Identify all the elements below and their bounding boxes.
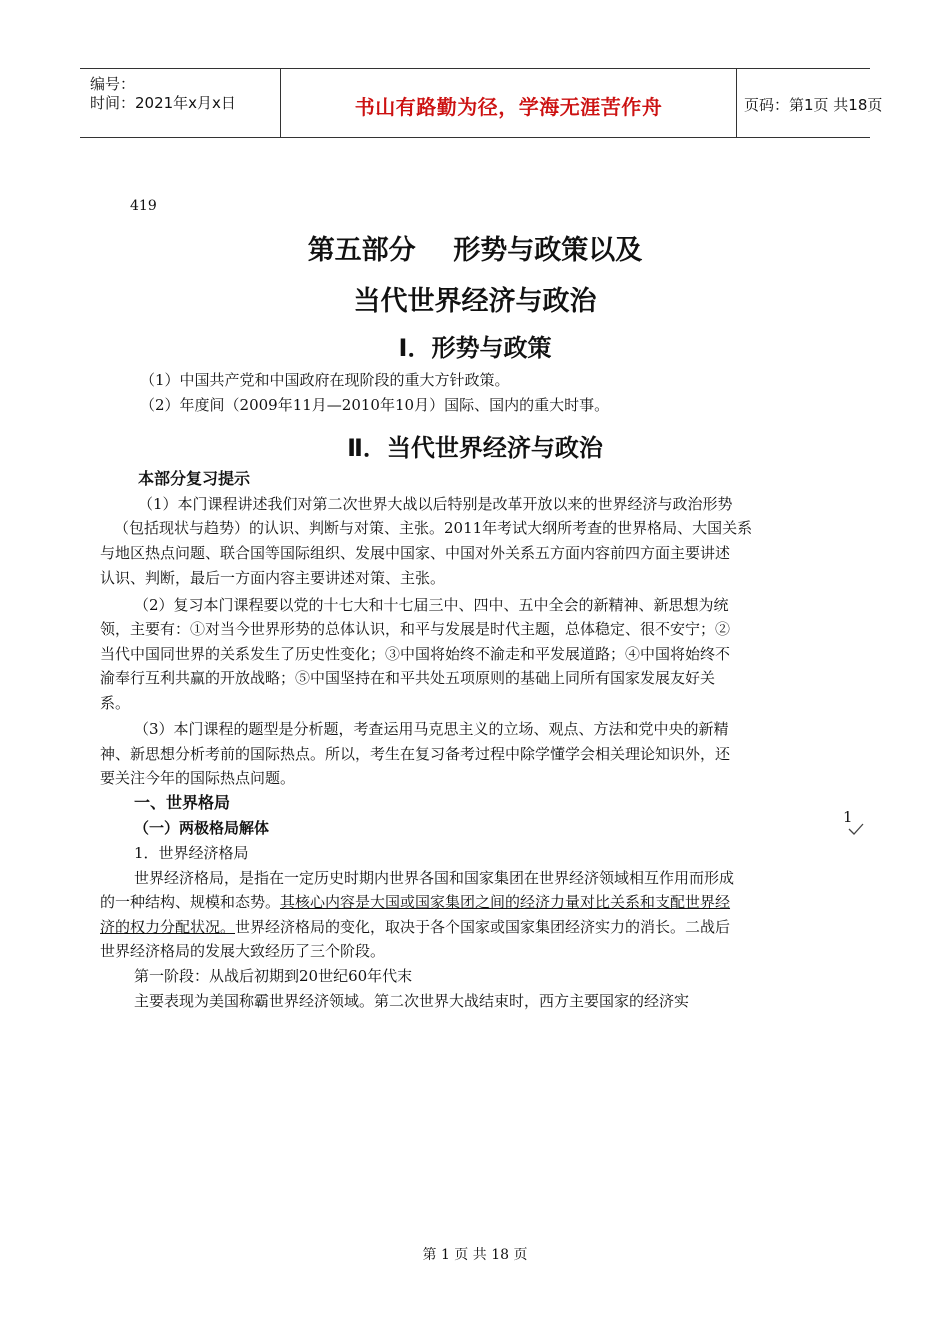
stage-description: 主要表现为美国称霸世界经济领域。第二次世界大战结束时，西方主要国家的经济实 — [134, 992, 690, 1010]
time-label: 时间：2021年x月x日 — [90, 94, 236, 112]
review-p2-line: 领，主要有：①对当今世界形势的总体认识，和平与发展是时代主题，总体稳定、很不安宁；② — [100, 620, 731, 638]
header-motto-cell — [280, 69, 737, 137]
review-p3-line: （3）本门课程的题型是分析题，考查运用马克思主义的立场、观点、方法和党中央的新精 — [134, 720, 729, 738]
section1-item: （1）中国共产党和中国政府在现阶段的重大方针政策。 — [140, 371, 510, 389]
header-meta-cell — [80, 69, 280, 137]
definition-text: 世界经济格局的变化，取决于各个国家或国家集团经济实力的消长。二战后 — [235, 918, 731, 936]
review-heading: 本部分复习提示 — [138, 469, 251, 488]
review-p2-line: 系。 — [100, 694, 131, 712]
definition-line — [100, 917, 730, 937]
world-pattern-subheading: （一）两极格局解体 — [134, 819, 270, 837]
review-p1-line: 与地区热点问题、联合国等国际组织、发展中国家、中国对外关系五方面内容前四方面主要讲述 — [100, 544, 731, 562]
section-title-2: Ⅱ．当代世界经济与政治 — [347, 434, 603, 462]
review-p1-line: （1）本门课程讲述我们对第二次世界大战以后特别是改革开放以来的世界经济与政治形势 — [138, 495, 733, 513]
header-page-cell — [736, 69, 883, 137]
margin-note: 1 — [843, 808, 853, 826]
world-pattern-item: 1．世界经济格局 — [134, 844, 249, 862]
stage-heading: 第一阶段：从战后初期到20世纪60年代末 — [134, 967, 413, 985]
definition-line: 世界经济格局的发展大致经历了三个阶段。 — [100, 942, 386, 960]
part-title-line1: 第五部分 形势与政策以及 — [307, 235, 643, 266]
code-label: 编号： — [90, 75, 136, 93]
review-p3-line: 要关注今年的国际热点问题。 — [100, 769, 296, 787]
definition-line: 世界经济格局，是指在一定历史时期内世界各国和国家集团在世界经济领域相互作用而形成 — [134, 869, 735, 887]
definition-underlined: 其核心内容是大国或国家集团之间的经济力量对比关系和支配世界经 — [280, 893, 731, 911]
review-p1-line: 认识、判断，最后一方面内容主要讲述对策、主张。 — [100, 569, 446, 587]
world-pattern-heading: 一、世界格局 — [134, 793, 231, 812]
section1-item: （2）年度间（2009年11月—2010年10月）国际、国内的重大时事。 — [140, 396, 610, 414]
definition-underlined: 济的权力分配状况。 — [100, 918, 236, 936]
check-icon — [848, 822, 864, 836]
review-p1-line: （包括现状与趋势）的认识、判断与对策、主张。2011年考试大纲所考查的世界格局、大国关系 — [114, 519, 753, 537]
motto: 书山有路勤为径，学海无涯苦作舟 — [354, 95, 663, 119]
review-p2-line: 当代中国同世界的关系发生了历史性变化；③中国将始终不渝走和平发展道路；④中国将始终不 — [100, 645, 731, 663]
section-title-1: Ⅰ．形势与政策 — [398, 334, 552, 362]
definition-text: 的一种结构、规模和态势。 — [100, 893, 281, 911]
document-header — [80, 68, 883, 138]
review-p3-line: 神、新思想分析考前的国际热点。所以，考生在复习备考过程中除学懂学会相关理论知识外，还 — [100, 745, 731, 763]
part-title-line2: 当代世界经济与政治 — [353, 286, 597, 317]
review-p2-line: 渝奉行互利共赢的开放战略；⑤中国坚持在和平共处五项原则的基础上同所有国家发展友好关 — [100, 669, 716, 687]
definition-line — [100, 892, 730, 912]
page-footer: 第 1 页 共 18 页 — [422, 1247, 528, 1263]
review-p2-line: （2）复习本门课程要以党的十七大和十七届三中、四中、五中全会的新精神、新思想为统 — [134, 596, 729, 614]
page-code: 页码：第1页 共18页 — [744, 96, 883, 114]
page-number: 419 — [130, 198, 157, 214]
